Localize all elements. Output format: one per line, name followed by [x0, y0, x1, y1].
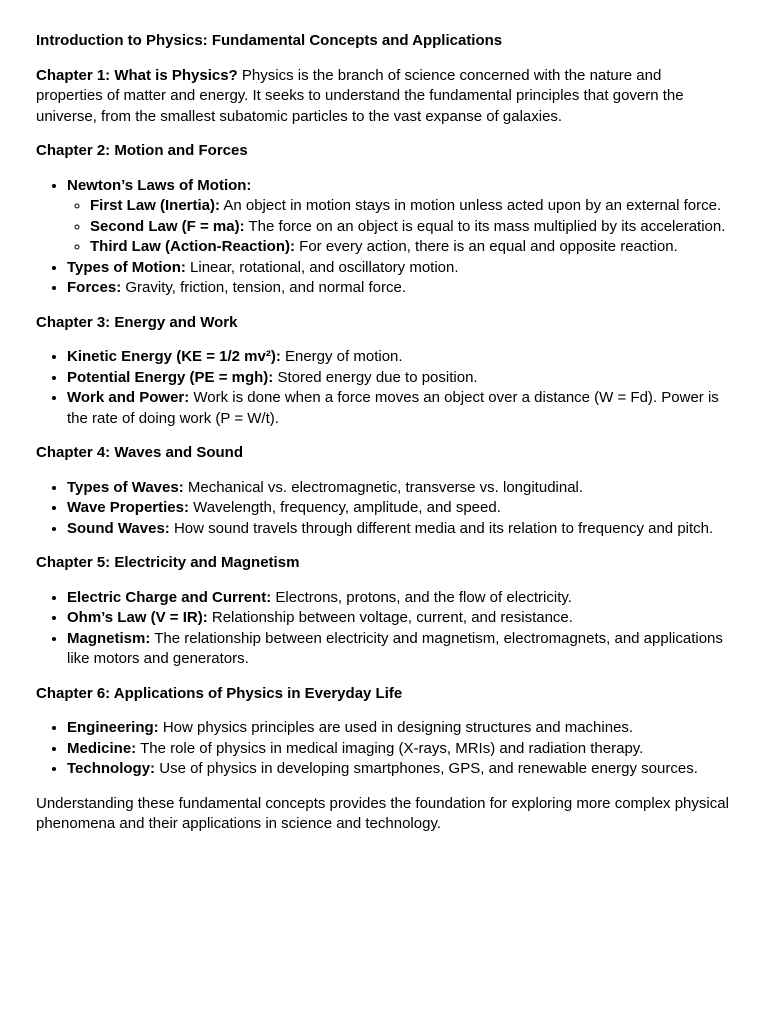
- list-item-sound-waves: [67, 519, 732, 540]
- list-item-text: Linear, rotational, and oscillatory motion.: [185, 258, 459, 276]
- list-item-text: How sound travels through different media and its relation to frequency and pitch.: [169, 519, 714, 537]
- list-item-text: Mechanical vs. electromagnetic, transverse vs. longitudinal.: [183, 478, 584, 496]
- list-item-text: How physics principles are used in designing structures and machines.: [158, 719, 634, 736]
- list-item-electric-charge: [67, 588, 732, 609]
- list-item-term: Work and Power:: [67, 389, 190, 406]
- list-item-term: Sound Waves:: [67, 519, 170, 537]
- chapter-3-list: [36, 347, 732, 429]
- list-item-text: The force on an object is equal to its mass multiplied by its acceleration.: [244, 217, 726, 235]
- chapter-2-heading: Chapter 2: Motion and Forces: [36, 142, 248, 159]
- list-item-term: Third Law (Action-Reaction):: [90, 238, 295, 255]
- newtons-laws-sublist: [67, 196, 732, 258]
- chapter-2-list: [36, 176, 732, 299]
- list-item-text: The role of physics in medical imaging (X-rays, MRIs) and radiation therapy.: [136, 739, 644, 757]
- list-item-text: Gravity, friction, tension, and normal force.: [121, 279, 407, 296]
- list-item-term: Wave Properties:: [67, 499, 189, 516]
- chapter-1-paragraph: [36, 66, 732, 128]
- sublist-item-second-law: [90, 217, 732, 238]
- conclusion-paragraph: Understanding these fundamental concepts provides the foundation for exploring more complex physical phenomena and their applications in science and technology.: [36, 794, 729, 832]
- list-item-magnetism: [67, 629, 732, 670]
- list-item-term: Types of Waves:: [67, 478, 184, 496]
- list-item-term: Second Law (F = ma):: [90, 217, 245, 235]
- list-item-text: Relationship between voltage, current, and resistance.: [207, 609, 573, 626]
- list-item-text: Energy of motion.: [280, 348, 403, 365]
- list-item-term: Ohm’s Law (V = IR):: [67, 609, 208, 626]
- list-item-wave-properties: [67, 498, 732, 519]
- list-item-text: Use of physics in developing smartphones, GPS, and renewable energy sources.: [155, 760, 698, 777]
- document-title: Introduction to Physics: Fundamental Concepts and Applications: [36, 32, 503, 49]
- list-item-text: Wavelength, frequency, amplitude, and speed.: [189, 499, 501, 516]
- chapter-6-list: [36, 718, 732, 780]
- list-item-text: For every action, there is an equal and opposite reaction.: [295, 238, 678, 255]
- list-item-text: Electrons, protons, and the flow of electricity.: [271, 588, 572, 606]
- list-item-medicine: [67, 739, 732, 760]
- list-item-ohms-law: [67, 608, 732, 629]
- list-item-term: Potential Energy (PE = mgh):: [67, 368, 274, 386]
- list-item-newtons-laws: [67, 176, 732, 258]
- list-item-text: Stored energy due to position.: [273, 368, 478, 386]
- chapter-5-list: [36, 588, 732, 670]
- list-item-text: The relationship between electricity and magnetism, electromagnets, and applications like motors and generators.: [67, 629, 723, 667]
- list-item-potential-energy: [67, 368, 732, 389]
- list-item-term: Electric Charge and Current:: [67, 588, 272, 606]
- list-item-text: An object in motion stays in motion unless acted upon by an external force.: [220, 197, 722, 214]
- list-item-kinetic-energy: [67, 347, 732, 368]
- list-item-term: Forces:: [67, 279, 122, 296]
- list-item-text: Work is done when a force moves an object over a distance (W = Fd). Power is the rate of doing work (P = W/t).: [67, 389, 719, 427]
- list-item-term: First Law (Inertia):: [90, 197, 221, 214]
- chapter-6-heading: Chapter 6: Applications of Physics in Everyday Life: [36, 684, 403, 702]
- list-item-work-and-power: [67, 388, 732, 429]
- list-item-forces: [67, 278, 732, 299]
- list-item-term: Medicine:: [67, 739, 137, 757]
- chapter-4-heading: Chapter 4: Waves and Sound: [36, 444, 243, 461]
- list-item-term: Engineering:: [67, 719, 159, 736]
- list-item-term: Types of Motion:: [67, 258, 186, 276]
- sublist-item-first-law: [90, 196, 732, 217]
- list-item-term: Kinetic Energy (KE = 1/2 mv²):: [67, 348, 281, 365]
- list-item-term: Technology:: [67, 760, 156, 777]
- list-item-types-of-motion: [67, 258, 732, 279]
- chapter-1-heading: Chapter 1: What is Physics?: [36, 66, 238, 84]
- list-item-types-of-waves: [67, 478, 732, 499]
- list-item-term: Newton’s Laws of Motion:: [67, 176, 252, 194]
- chapter-1-text: Physics is the branch of science concerned with the nature and properties of matter and energy. It seeks to understand the fundamental principles that govern the universe, from the smallest subatomic particles to the vast expanse of galaxies.: [36, 66, 684, 125]
- list-item-term: Magnetism:: [67, 629, 151, 647]
- chapter-3-heading: Chapter 3: Energy and Work: [36, 313, 238, 331]
- chapter-5-heading: Chapter 5: Electricity and Magnetism: [36, 554, 300, 571]
- chapter-4-list: [36, 478, 732, 540]
- list-item-technology: [67, 759, 732, 780]
- sublist-item-third-law: [90, 237, 732, 258]
- list-item-engineering: [67, 718, 732, 739]
